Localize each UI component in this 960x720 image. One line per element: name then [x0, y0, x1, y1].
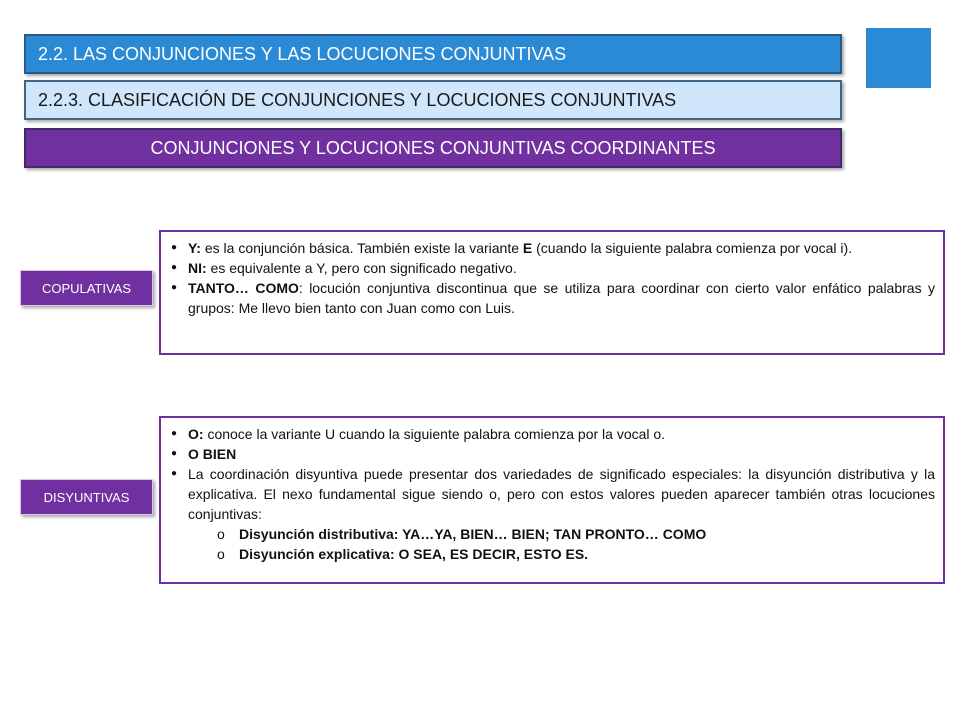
- item-key: TANTO… COMO: [188, 280, 299, 296]
- item-key: O:: [188, 426, 204, 442]
- copulativas-list: [169, 238, 935, 318]
- item-key: E: [522, 240, 533, 256]
- item-text: La coordinación disyuntiva puede presentar dos variedades de significado especiales: la disyunción distributiva y la explicativa. El nexo fundamental sigue siendo o, pero con estos valores pueden aparecer también otras locuciones conjuntivas:: [188, 466, 935, 522]
- sub-list-item: [169, 544, 935, 564]
- sub-item-text: Disyunción explicativa: O SEA, ES DECIR, ESTO ES.: [239, 546, 589, 562]
- decorative-square: [866, 28, 931, 88]
- list-item: [169, 424, 935, 444]
- item-text: es equivalente a Y, pero con significado negativo.: [206, 260, 517, 276]
- item-key: NI:: [188, 260, 207, 276]
- topic-title: CONJUNCIONES Y LOCUCIONES CONJUNTIVAS COORDINANTES: [150, 137, 716, 158]
- sub-item-text: Disyunción distributiva: YA…YA, BIEN… BIEN; TAN PRONTO… COMO: [239, 526, 707, 542]
- topic-title-bar: [24, 128, 842, 168]
- list-item: [169, 278, 935, 318]
- section-title: 2.2. LAS CONJUNCIONES Y LAS LOCUCIONES CONJUNTIVAS: [38, 43, 567, 64]
- item-text: es la conjunción básica. También existe la variante: [200, 240, 523, 256]
- disyuntivas-label-text: DISYUNTIVAS: [43, 489, 130, 505]
- disyuntivas-label: [20, 479, 153, 515]
- disyuntivas-box: [159, 416, 945, 584]
- list-item: [169, 444, 935, 464]
- item-key: Y:: [188, 240, 201, 256]
- sub-list-item: [169, 524, 935, 544]
- list-item: [169, 238, 935, 258]
- disyuntivas-list: [169, 424, 935, 564]
- subsection-title-bar: [24, 80, 842, 120]
- item-text: (cuando la siguiente palabra comienza por vocal i).: [532, 240, 853, 256]
- subsection-title: 2.2.3. CLASIFICACIÓN DE CONJUNCIONES Y LOCUCIONES CONJUNTIVAS: [38, 89, 677, 110]
- copulativas-label-text: COPULATIVAS: [41, 280, 132, 296]
- copulativas-label: [20, 270, 153, 306]
- list-item: [169, 464, 935, 524]
- item-text: : locución conjuntiva discontinua que se utiliza para coordinar con cierto valor enfático palabras y grupos: Me llevo bien tanto con Juan como con Luis.: [188, 280, 935, 316]
- copulativas-box: [159, 230, 945, 355]
- section-title-bar: [24, 34, 842, 74]
- item-key: O BIEN: [188, 446, 237, 462]
- list-item: [169, 258, 935, 278]
- item-text: conoce la variante U cuando la siguiente palabra comienza por la vocal o.: [203, 426, 666, 442]
